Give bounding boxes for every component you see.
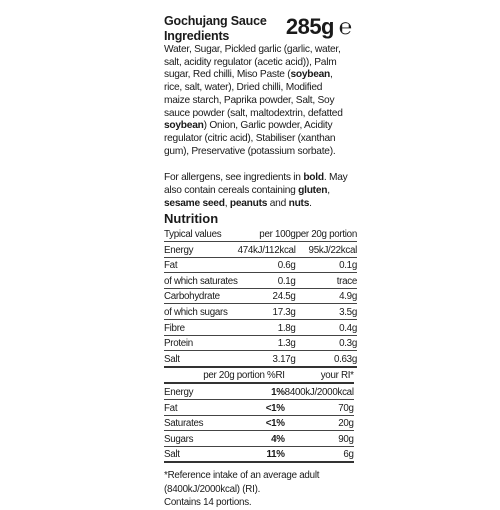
footnote <box>164 469 350 510</box>
nutrient-name: Salt <box>164 446 203 462</box>
product-name: Gochujang Sauce <box>164 14 267 28</box>
ri-amount: 6g <box>285 446 354 462</box>
allergy-part: . May also contain cereals containing <box>164 172 348 197</box>
per-100g-value: 3.17g <box>238 351 296 367</box>
per-portion-value: 0.3g <box>296 335 357 351</box>
col-header: your RI* <box>285 368 354 384</box>
allergy-part: . <box>309 197 312 209</box>
ri-amount: 8400kJ/2000kcal <box>285 383 354 399</box>
allergy-part: and <box>267 197 289 209</box>
per-portion-value: 4.9g <box>296 288 357 304</box>
nutrient-name: of which saturates <box>164 273 238 289</box>
table-row <box>164 415 354 431</box>
per-portion-value: trace <box>296 273 357 289</box>
ri-percent: 4% <box>203 431 284 447</box>
nutrient-name: Protein <box>164 335 238 351</box>
allergy-part: , <box>224 197 230 209</box>
food-label <box>164 14 357 510</box>
table-row <box>164 335 357 351</box>
ri-amount: 90g <box>285 431 354 447</box>
nutrient-name: Fat <box>164 399 203 415</box>
nutrient-name: Fat <box>164 257 238 273</box>
table-row <box>164 257 357 273</box>
per-100g-value: 474kJ/112kcal <box>238 242 296 258</box>
per-100g-value: 1.8g <box>238 320 296 336</box>
label-header <box>164 14 350 44</box>
nutrition-table <box>164 226 357 367</box>
per-portion-value: 95kJ/22kcal <box>296 242 357 258</box>
allergy-bold: nuts <box>288 197 310 209</box>
table-row <box>164 383 354 399</box>
per-portion-value: 0.63g <box>296 351 357 367</box>
allergy-bold: bold <box>303 172 324 184</box>
nutrient-name: Sugars <box>164 431 203 447</box>
table-row <box>164 446 354 462</box>
nutrient-name: Fibre <box>164 320 238 336</box>
ri-percent: <1% <box>203 399 284 415</box>
net-weight: 285g <box>285 14 334 39</box>
per-100g-value: 17.3g <box>238 304 296 320</box>
ingredients-text <box>164 44 350 158</box>
table-row <box>164 273 357 289</box>
ri-amount: 70g <box>285 399 354 415</box>
allergy-bold: gluten <box>298 185 328 197</box>
col-header: per 20g portion %RI <box>203 368 284 384</box>
nutrient-name: Energy <box>164 242 238 258</box>
allergy-advice <box>164 172 350 210</box>
ingredients-part: Water, Sugar, Pickled garlic (garlic, water, salt, acidity regulator (acetic acid)), Palm sugar, Red chilli, Miso Paste ( <box>164 44 341 81</box>
per-portion-value: 0.1g <box>296 257 357 273</box>
table-row <box>164 288 357 304</box>
nutrient-name: Salt <box>164 351 238 367</box>
ingredients-allergen: soybean <box>164 120 204 132</box>
ri-amount: 20g <box>285 415 354 431</box>
ri-header-row <box>164 368 354 384</box>
estimated-sign-icon: ℮ <box>338 14 352 39</box>
ri-percent: <1% <box>203 415 284 431</box>
reference-intake-table <box>164 368 354 464</box>
per-100g-value: 1.3g <box>238 335 296 351</box>
per-portion-value: 3.5g <box>296 304 357 320</box>
table-row <box>164 351 357 367</box>
table-row <box>164 242 357 258</box>
table-row <box>164 399 354 415</box>
per-portion-value: 0.4g <box>296 320 357 336</box>
col-header <box>164 368 203 384</box>
nutrition-title: Nutrition <box>164 211 219 227</box>
nutrient-name: of which sugars <box>164 304 238 320</box>
nutrient-name: Carbohydrate <box>164 288 238 304</box>
nutrition-header-row <box>164 226 357 241</box>
allergy-part: For allergens, see ingredients in <box>164 172 304 184</box>
nutrient-name: Energy <box>164 383 203 399</box>
ri-percent: 11% <box>203 446 284 462</box>
col-header: per 20g portion <box>296 226 357 241</box>
allergy-bold: sesame seed <box>164 197 225 209</box>
col-header: per 100g <box>238 226 296 241</box>
portions-note: Contains 14 portions. <box>164 497 252 509</box>
per-100g-value: 24.5g <box>238 288 296 304</box>
per-100g-value: 0.1g <box>238 273 296 289</box>
footnote-line: *Reference intake of an average adult <box>164 470 320 482</box>
table-row <box>164 320 357 336</box>
allergy-bold: peanuts <box>229 197 268 209</box>
ingredients-part: ) Onion, Garlic powder, Acidity regulator (citric acid), Stabiliser (xanthan gum), Preservative (potassium sorbate). <box>164 120 336 157</box>
ingredients-allergen: soybean <box>290 69 331 81</box>
allergy-part: , <box>327 185 330 197</box>
ingredients-title: Ingredients <box>164 29 230 43</box>
col-header: Typical values <box>164 226 238 241</box>
per-100g-value: 0.6g <box>238 257 296 273</box>
table-row <box>164 304 357 320</box>
footnote-line: (8400kJ/2000kcal) (RI). <box>164 483 261 495</box>
nutrient-name: Saturates <box>164 415 203 431</box>
ri-percent: 1% <box>203 383 284 399</box>
table-row <box>164 431 354 447</box>
ingredients-part: , rice, salt, water), Dried chilli, Modified maize starch, Paprika powder, Salt, Soy sauce powder (salt, maltodextrin, defatted <box>164 69 343 119</box>
